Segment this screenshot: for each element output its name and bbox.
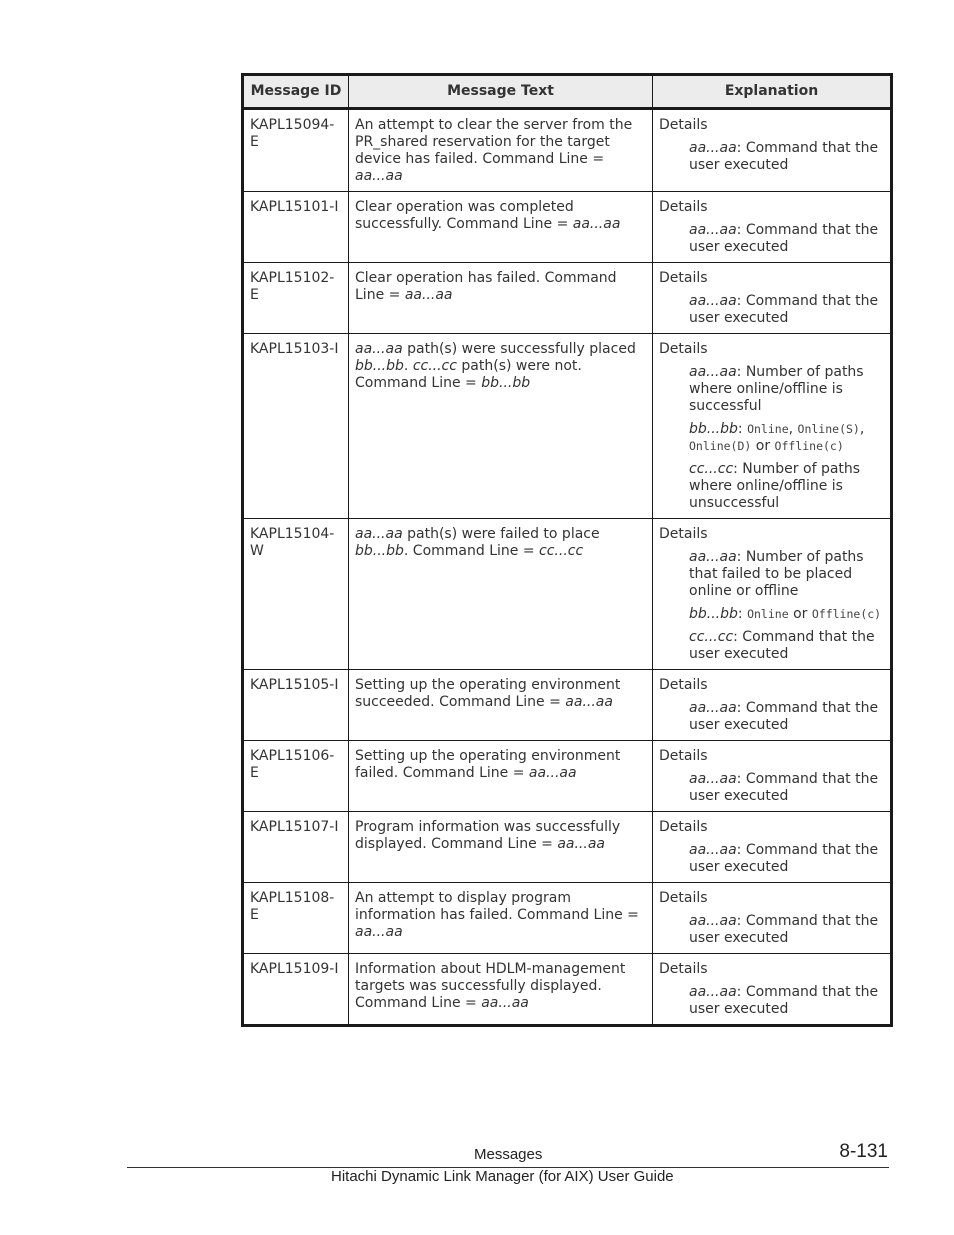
explanation-item	[689, 842, 885, 876]
variable-text: bb...bb	[689, 421, 738, 437]
details-label: Details	[659, 890, 708, 906]
explanation-item	[689, 629, 885, 663]
plain-text: .	[403, 358, 413, 374]
variable-text: aa...aa	[689, 364, 737, 380]
plain-text: An attempt to display program information has failed. Command Line =	[355, 890, 639, 923]
details-label: Details	[659, 748, 708, 764]
footer-page-number: 8-131	[839, 1141, 888, 1162]
plain-text: ,	[859, 421, 865, 437]
plain-text: Clear operation has failed. Command Line =	[355, 270, 617, 303]
explanation-item	[689, 421, 885, 455]
message-text-cell	[349, 670, 653, 741]
details-label: Details	[659, 199, 708, 215]
plain-text: ,	[788, 421, 798, 437]
variable-text: bb...bb	[355, 543, 404, 559]
message-text-cell	[349, 109, 653, 192]
variable-text: cc...cc	[539, 543, 584, 559]
code-text: Online	[747, 422, 789, 436]
table-row	[243, 741, 892, 812]
explanation-item	[689, 606, 885, 623]
message-id-cell: KAPL15103-I	[243, 334, 349, 519]
message-text-cell	[349, 192, 653, 263]
details-label: Details	[659, 677, 708, 693]
table-header-row	[243, 75, 892, 109]
message-text-cell	[349, 883, 653, 954]
plain-text: : Command that the user executed	[689, 913, 879, 946]
table-row	[243, 954, 892, 1026]
table-row	[243, 334, 892, 519]
message-text-cell	[349, 954, 653, 1026]
plain-text: An attempt to clear the server from the PR_shared reservation for the target device has failed. Command Line =	[355, 117, 633, 167]
plain-text: path(s) were not. Command Line =	[355, 358, 582, 391]
plain-text: Setting up the operating environment succeeded. Command Line =	[355, 677, 621, 710]
plain-text: : Command that the user executed	[689, 842, 879, 875]
plain-text: path(s) were successfully placed	[402, 341, 636, 357]
explanation-cell	[653, 812, 892, 883]
details-label: Details	[659, 341, 708, 357]
plain-text: : Command that the user executed	[689, 984, 879, 1017]
table-row	[243, 263, 892, 334]
plain-text: . Command Line =	[403, 543, 540, 559]
header-message-id: Message ID	[243, 75, 349, 109]
variable-text: aa...aa	[355, 924, 403, 940]
variable-text: aa...aa	[689, 293, 737, 309]
messages-table	[241, 73, 893, 1027]
message-id-cell: KAPL15094-E	[250, 117, 335, 150]
explanation-cell	[653, 883, 892, 954]
message-id-cell: KAPL15107-I	[243, 812, 349, 883]
explanation-cell	[653, 519, 892, 670]
plain-text: : Number of paths that failed to be placed online or offline	[689, 549, 864, 599]
explanation-item	[689, 461, 885, 512]
plain-text: Clear operation was completed successfully. Command Line =	[355, 199, 574, 232]
variable-text: bb...bb	[355, 358, 404, 374]
variable-text: aa...aa	[689, 913, 737, 929]
explanation-item	[689, 984, 885, 1018]
footer-book-title: Hitachi Dynamic Link Manager (for AIX) User Guide	[331, 1168, 674, 1185]
table-row	[243, 192, 892, 263]
message-id-cell: KAPL15104-W	[243, 519, 349, 670]
variable-text: aa...aa	[481, 995, 529, 1011]
code-text: Online(D)	[689, 439, 752, 453]
explanation-item	[689, 222, 885, 256]
explanation-item	[689, 913, 885, 947]
plain-text: : Number of paths where online/offline is unsuccessful	[689, 461, 861, 511]
variable-text: aa...aa	[689, 771, 737, 787]
variable-text: aa...aa	[689, 140, 737, 156]
variable-text: aa...aa	[689, 222, 737, 238]
variable-text: bb...bb	[689, 606, 738, 622]
variable-text: bb...bb	[481, 375, 531, 391]
header-message-text: Message Text	[349, 75, 653, 109]
code-text: Online(S)	[797, 422, 860, 436]
plain-text: : Command that the user executed	[689, 629, 875, 662]
explanation-cell	[653, 109, 892, 192]
plain-text: or	[788, 606, 812, 622]
explanation-item	[689, 293, 885, 327]
plain-text: or	[751, 438, 775, 454]
message-id-cell: KAPL15109-I	[243, 954, 349, 1026]
table-row	[243, 812, 892, 883]
plain-text: :	[737, 421, 748, 437]
details-label: Details	[659, 819, 708, 835]
plain-text: : Command that the user executed	[689, 700, 879, 733]
explanation-cell	[653, 670, 892, 741]
plain-text: :	[737, 606, 748, 622]
message-id-cell: KAPL15105-I	[243, 670, 349, 741]
plain-text: path(s) were failed to place	[402, 526, 600, 542]
message-text-cell	[349, 741, 653, 812]
variable-text: cc...cc	[689, 629, 734, 645]
details-label: Details	[659, 526, 708, 542]
message-text-cell	[349, 812, 653, 883]
table-row	[243, 883, 892, 954]
plain-text: : Command that the user executed	[689, 771, 879, 804]
code-text: Offline(c)	[811, 607, 882, 621]
variable-text: aa...aa	[572, 216, 621, 232]
plain-text: : Number of paths where online/offline is successful	[689, 364, 864, 414]
plain-text: Program information was successfully displayed. Command Line =	[355, 819, 621, 852]
message-id-cell: KAPL15101-I	[243, 192, 349, 263]
code-text: Offline(c)	[774, 439, 844, 453]
variable-text: aa...aa	[557, 836, 605, 852]
plain-text: : Command that the user executed	[689, 293, 879, 326]
variable-text: aa...aa	[404, 287, 453, 303]
variable-text: aa...aa	[355, 526, 403, 542]
explanation-cell	[653, 192, 892, 263]
explanation-item	[689, 771, 885, 805]
table-row	[243, 519, 892, 670]
variable-text: aa...aa	[355, 168, 403, 184]
messages-table-body	[243, 75, 892, 1026]
variable-text: aa...aa	[355, 341, 403, 357]
explanation-cell	[653, 741, 892, 812]
variable-text: aa...aa	[689, 549, 737, 565]
message-text-cell	[349, 263, 653, 334]
code-text: Online	[747, 607, 789, 621]
explanation-cell	[653, 263, 892, 334]
table-row	[243, 670, 892, 741]
plain-text: : Command that the user executed	[689, 222, 879, 255]
explanation-cell	[653, 334, 892, 519]
message-text-cell	[349, 519, 653, 670]
variable-text: cc...cc	[412, 358, 457, 374]
message-id-cell: KAPL15102-E	[243, 263, 349, 334]
explanation-item	[689, 700, 885, 734]
variable-text: aa...aa	[689, 842, 737, 858]
variable-text: aa...aa	[689, 984, 737, 1000]
explanation-cell	[653, 954, 892, 1026]
plain-text: : Command that the user executed	[689, 140, 879, 173]
message-text-cell	[349, 334, 653, 519]
variable-text: aa...aa	[689, 700, 737, 716]
footer-section-name: Messages	[474, 1146, 543, 1163]
explanation-item	[689, 549, 885, 600]
variable-text: aa...aa	[528, 765, 577, 781]
variable-text: cc...cc	[689, 461, 734, 477]
variable-text: aa...aa	[565, 694, 613, 710]
message-id-cell: KAPL15108-E	[243, 883, 349, 954]
table-row	[243, 109, 892, 192]
plain-text: Setting up the operating environment failed. Command Line =	[355, 748, 621, 781]
explanation-item	[689, 140, 885, 174]
details-label: Details	[659, 270, 708, 286]
header-explanation: Explanation	[653, 75, 892, 109]
message-id-cell: KAPL15106-E	[243, 741, 349, 812]
details-label: Details	[659, 117, 708, 133]
details-label: Details	[659, 961, 708, 977]
explanation-item	[689, 364, 885, 415]
plain-text: Information about HDLM-management targets was successfully displayed. Command Line =	[355, 961, 626, 1011]
